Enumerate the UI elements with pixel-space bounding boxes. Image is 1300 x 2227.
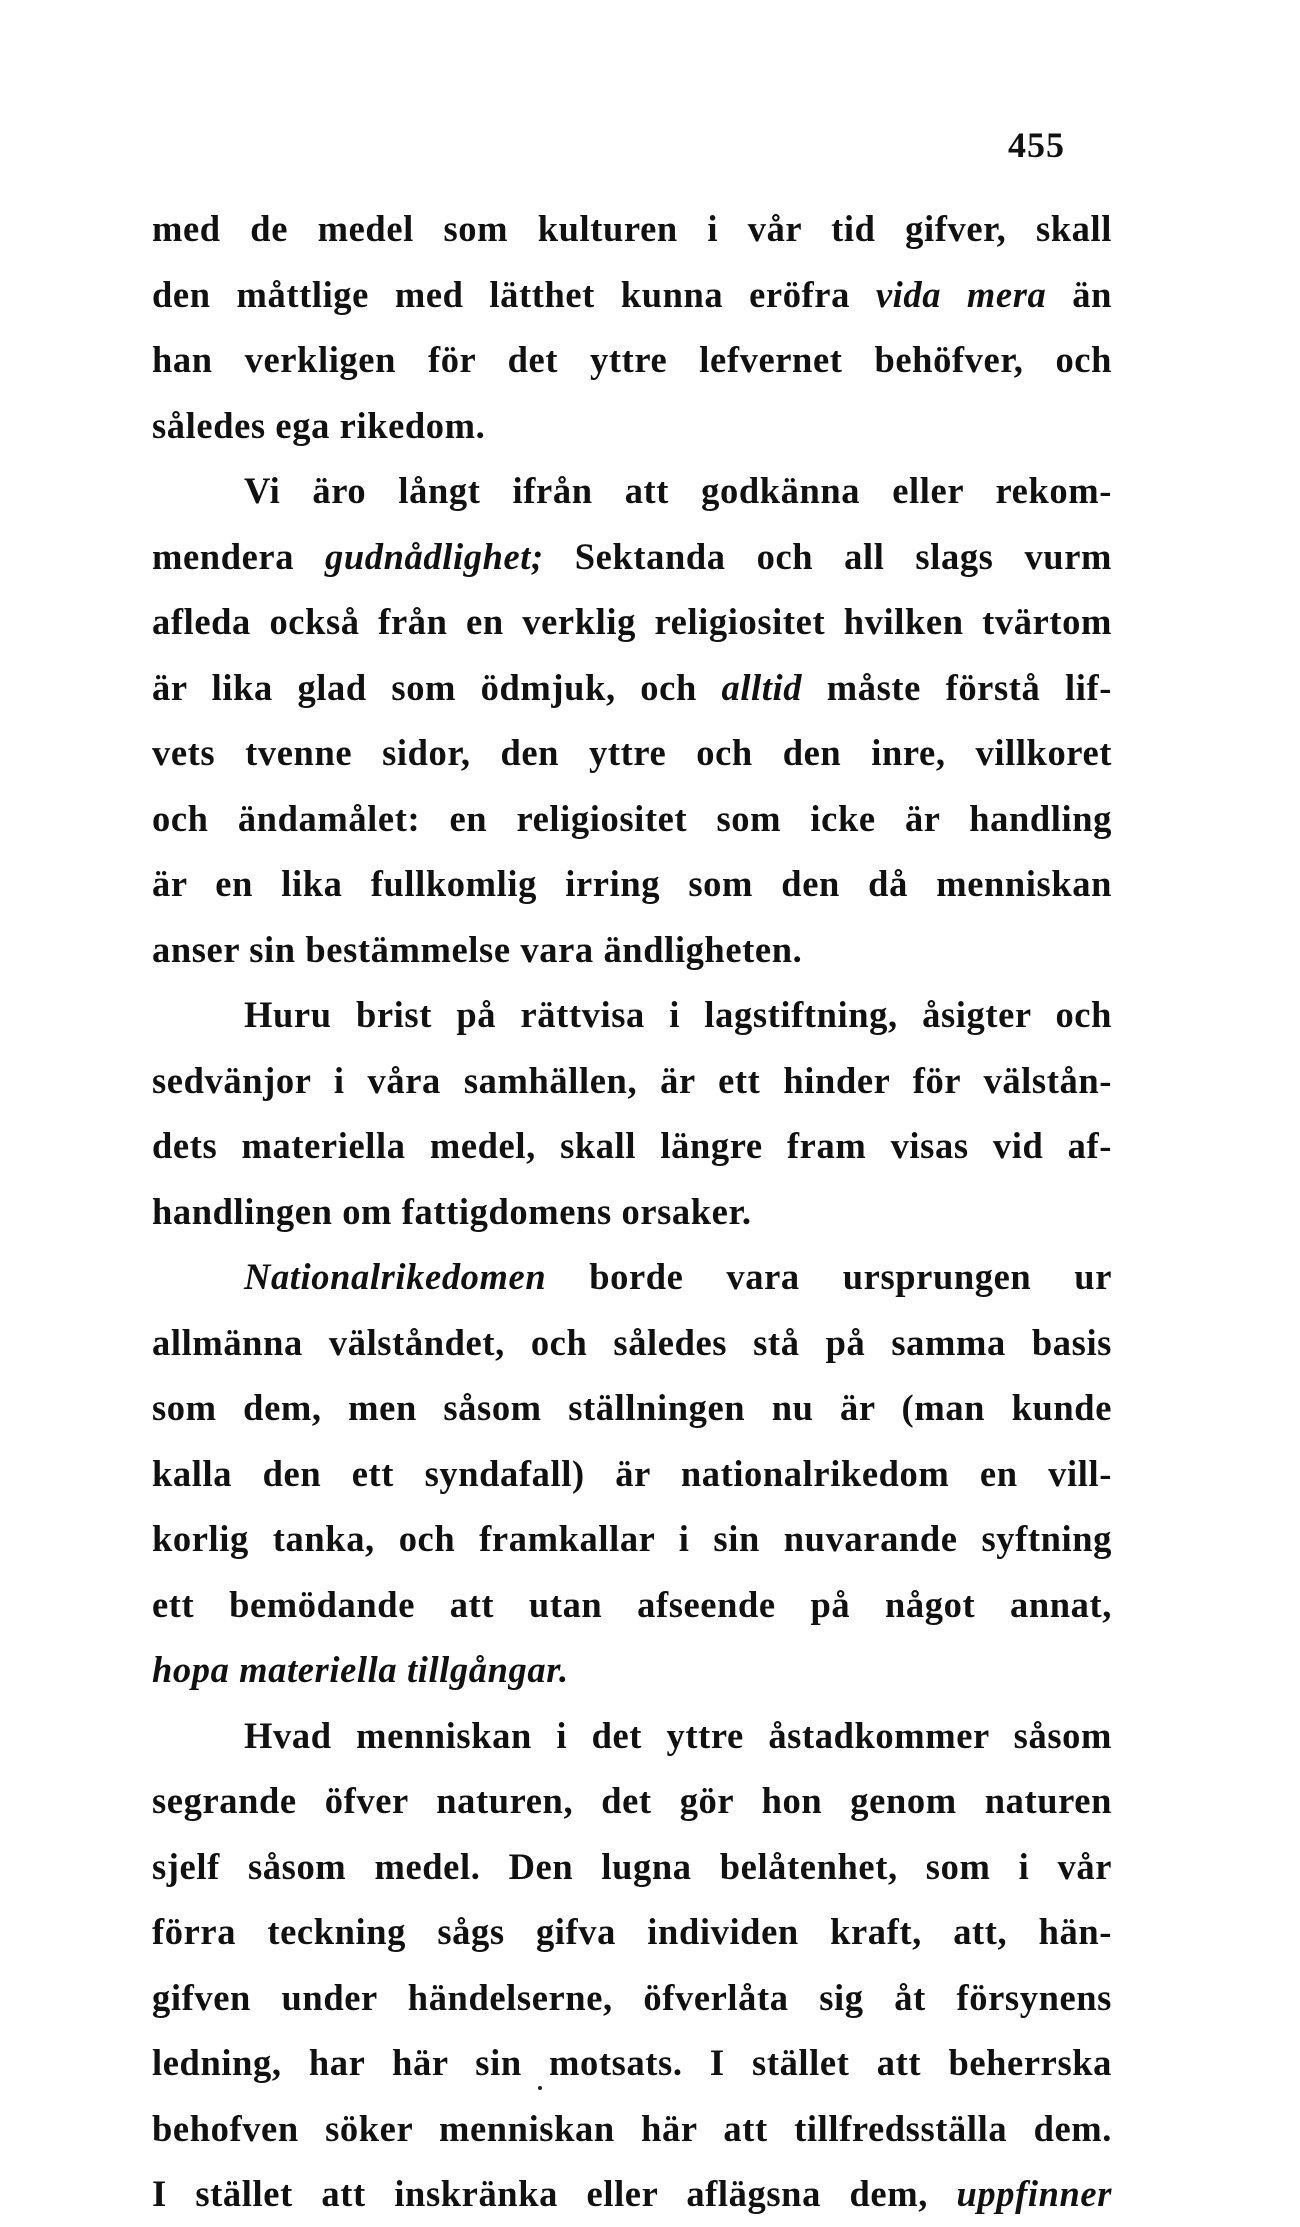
text-line <box>152 2096 1112 2162</box>
body-text <box>152 196 1112 2227</box>
text-segment: allmänna välståndet, och således stå på samma basis <box>152 1321 1112 1363</box>
text-segment: handlingen om fattigdomens orsaker. <box>152 1190 752 1232</box>
text-line <box>152 2161 1112 2227</box>
text-line <box>152 393 1112 459</box>
text-segment: ledning, har här sin motsats. I stället att beherrska <box>152 2042 1112 2083</box>
text-segment: som dem, men såsom ställningen nu är (man kunde <box>152 1387 1112 1428</box>
text-segment: afleda också från en verklig religiositet hvilken tvärtom <box>152 601 1112 642</box>
text-line <box>152 1834 1112 1900</box>
text-segment: ett bemödande att utan afseende på något annat, <box>152 1583 1112 1625</box>
text-segment: I stället att inskränka eller aflägsna dem, <box>152 2173 957 2214</box>
text-line <box>152 458 1112 524</box>
text-segment: Huru brist på rättvisa i lagstiftning, åsigter och <box>244 994 1112 1035</box>
text-line <box>152 1768 1112 1834</box>
text-line <box>152 851 1112 917</box>
text-line <box>152 196 1112 262</box>
text-line <box>152 917 1112 983</box>
text-line <box>152 1572 1112 1638</box>
text-segment: med de medel som kulturen i vår tid gifver, skall <box>152 208 1112 249</box>
text-segment: anser sin bestämmelse vara ändligheten. <box>152 928 803 970</box>
text-segment: kalla den ett syndafall) är nationalrikedom en vill- <box>152 1452 1112 1494</box>
text-segment: än <box>1046 273 1112 315</box>
text-segment: sedvänjor i våra samhällen, är ett hinder för välstån- <box>152 1059 1112 1101</box>
text-segment: måste förstå lif- <box>802 666 1112 708</box>
text-segment: mendera <box>152 535 326 577</box>
italic-text: gudnådlighet; <box>325 535 544 577</box>
text-segment: han verkligen för det yttre lefvernet behöfver, och <box>152 339 1112 380</box>
italic-text: vida mera <box>875 273 1047 315</box>
text-line <box>152 1244 1112 1310</box>
text-line <box>152 524 1112 590</box>
text-line <box>152 1048 1112 1114</box>
text-segment: Vi äro långt ifrån att godkänna eller rekom- <box>244 470 1112 511</box>
text-segment: behofven söker menniskan här att tillfredsställa dem. <box>152 2107 1112 2149</box>
text-line <box>152 1179 1112 1245</box>
text-segment: sjelf såsom medel. Den lugna belåtenhet, som i vår <box>152 1845 1112 1887</box>
italic-text: uppfinner <box>956 2173 1112 2214</box>
text-segment: är en lika fullkomlig irring som den då menniskan <box>152 863 1112 904</box>
text-line <box>152 1703 1112 1769</box>
text-segment: är lika glad som ödmjuk, och <box>152 666 722 708</box>
text-segment: förra teckning sågs gifva individen kraft, att, hän- <box>152 1911 1112 1952</box>
text-line <box>152 1637 1112 1703</box>
text-line <box>152 720 1112 786</box>
text-line <box>152 327 1112 393</box>
text-line <box>152 982 1112 1048</box>
text-segment: den måttlige med lätthet kunna eröfra <box>152 273 876 315</box>
italic-text: hopa materiella tillgångar. <box>152 1649 569 1690</box>
text-line <box>152 589 1112 655</box>
text-line <box>152 1899 1112 1965</box>
text-line <box>152 1506 1112 1572</box>
text-segment: och ändamålet: en religiositet som icke är handling <box>152 797 1112 839</box>
text-line <box>152 262 1112 328</box>
text-line <box>152 1375 1112 1441</box>
text-line <box>152 1965 1112 2031</box>
text-line <box>152 1441 1112 1507</box>
text-line <box>152 786 1112 852</box>
text-segment: Hvad menniskan i det yttre åstadkommer såsom <box>244 1714 1112 1756</box>
text-segment: således ega rikedom. <box>152 404 486 446</box>
paper-speck <box>538 2086 542 2090</box>
page-number: 455 <box>1008 125 1065 165</box>
text-segment: segrande öfver naturen, det gör hon genom naturen <box>152 1780 1112 1821</box>
text-segment: gifven under händelserne, öfverlåta sig åt försynens <box>152 1976 1112 2018</box>
italic-text: Nationalrikedomen <box>244 1256 547 1297</box>
italic-text: alltid <box>721 666 803 708</box>
text-segment: borde vara ursprungen ur <box>546 1256 1112 1297</box>
text-line <box>152 1310 1112 1376</box>
text-line <box>152 2030 1112 2096</box>
text-segment: vets tvenne sidor, den yttre och den inre, villkoret <box>152 732 1112 773</box>
text-segment: dets materiella medel, skall längre fram visas vid af- <box>152 1125 1112 1166</box>
text-segment: Sektanda och all slags vurm <box>543 535 1113 577</box>
text-line <box>152 655 1112 721</box>
text-segment: korlig tanka, och framkallar i sin nuvarande syftning <box>152 1518 1112 1559</box>
text-line <box>152 1113 1112 1179</box>
